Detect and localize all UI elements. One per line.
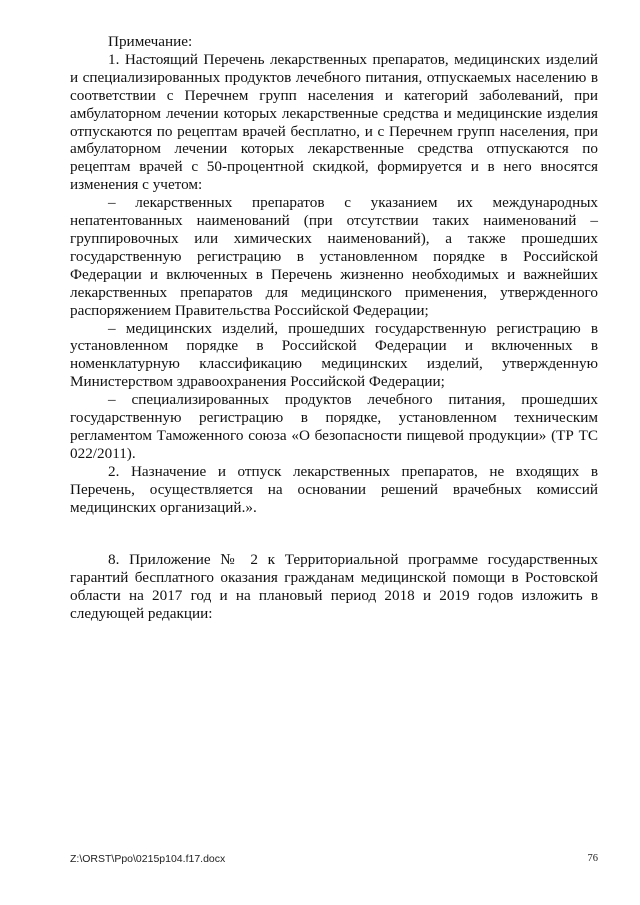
note-paragraph-2: 2. Назначение и отпуск лекарственных препаратов, не входящих в Перечень, осуществляется на основании решений врачебных комиссий медицинских организаций.». xyxy=(70,462,598,516)
paragraph-gap xyxy=(70,516,598,551)
item-8-paragraph: 8. Приложение № 2 к Территориальной программе государственных гарантий бесплатного оказания гражданам медицинской помощи в Ростовской области на 2017 год и на плановый период 2018 и 2019 годов изложить в следующей редакции: xyxy=(70,551,598,623)
document-body xyxy=(70,33,598,623)
bullet-medical-devices: – медицинских изделий, прошедших государственную регистрацию в установленном порядке в Российской Федерации и включенных в номенклатурную классификацию медицинских изделий, утвержденную Министерством здравоохранения Российской Федерации; xyxy=(70,319,598,391)
bullet-nutrition-products: – специализированных продуктов лечебного питания, прошедших государственную регистрацию в порядке, установленном техническим регламентом Таможенного союза «О безопасности пищевой продукции» (ТР ТС 022/2011). xyxy=(70,391,598,462)
footer-file-path: Z:\ORST\Ppo\0215p104.f17.docx xyxy=(70,853,226,865)
note-heading: Примечание: xyxy=(108,33,193,50)
footer-page-number: 76 xyxy=(587,853,598,864)
bullet-medicines: – лекарственных препаратов с указанием их международных непатентованных наименований (при отсутствии таких наименований – группировочных или химических наименований), а также прошедших государственную регистрацию в установленном порядке в Российской Федерации и включенных в Перечень жизненно необходимых и важнейших лекарственных препаратов для медицинского применения, утвержденного распоряжением Правительства Российской Федерации; xyxy=(70,194,598,319)
note-paragraph-1: 1. Настоящий Перечень лекарственных препаратов, медицинских изделий и специализированных продуктов лечебного питания, отпускаемых населению в соответствии с Перечнем групп населения и категорий заболеваний, при амбулаторном лечении которых лекарственные средства и медицинские изделия отпускаются по рецептам врачей бесплатно, и с Перечнем групп населения, при амбулаторном лечении которых лекарственные средства отпускаются по рецептам врачей с 50-процентной скидкой, формируется и в него вносятся изменения с учетом: xyxy=(70,50,598,194)
